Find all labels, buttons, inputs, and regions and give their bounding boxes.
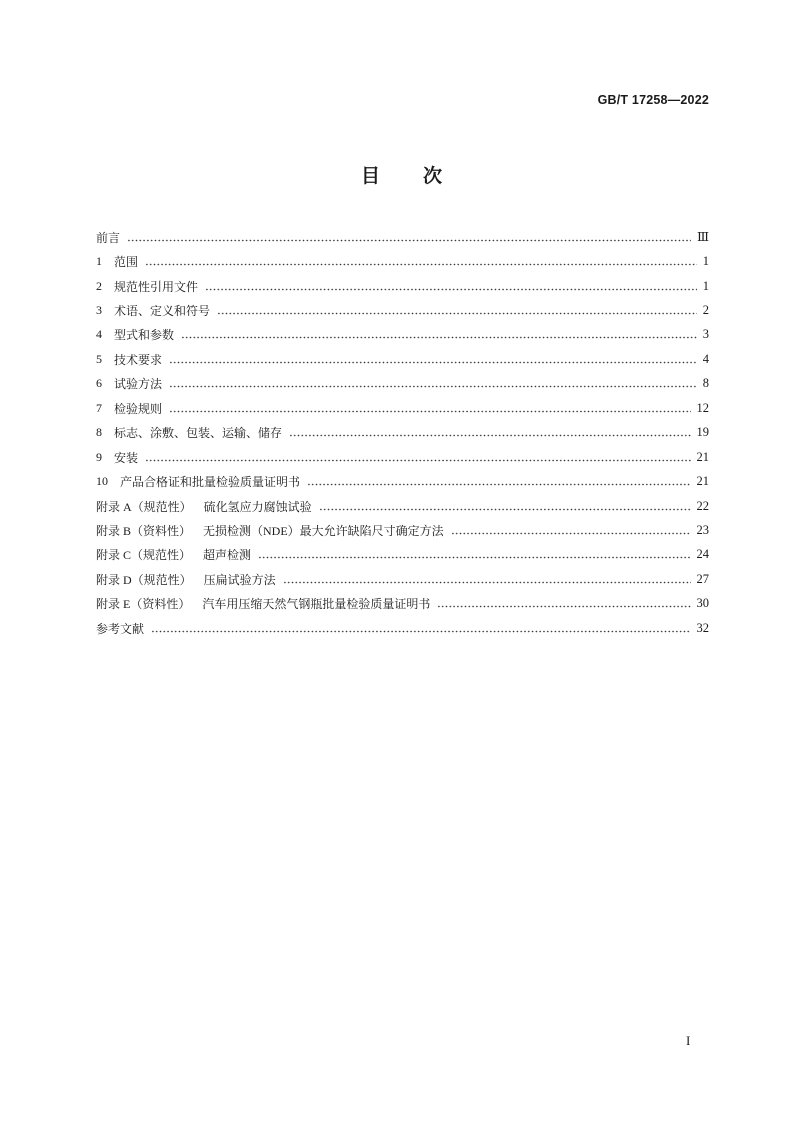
dot-leader: [169, 410, 690, 413]
toc-entry-number: 9: [96, 449, 102, 464]
toc-entry-title: 型式和参数: [114, 328, 175, 343]
toc-entry: [96, 347, 709, 371]
toc-entry: [96, 469, 709, 493]
toc-entry-number: 2: [96, 278, 102, 293]
page-number: I: [686, 1033, 691, 1048]
toc-entry: [96, 372, 709, 396]
toc-entry: [96, 543, 709, 567]
dot-leader: [169, 361, 697, 364]
toc-entry: [96, 567, 709, 591]
toc-entry: [96, 274, 709, 298]
toc-entry-title: 规范性引用文件: [114, 279, 199, 294]
toc-entry-number: 附录 A（规范性）: [96, 499, 192, 514]
toc-entry-title: 参考文献: [96, 621, 145, 636]
toc-entry-page: 4: [702, 351, 709, 366]
dot-leader: [319, 508, 691, 511]
dot-leader: [205, 288, 697, 291]
toc-entry: [96, 592, 709, 616]
toc-entry: [96, 298, 709, 322]
dot-leader: [181, 336, 697, 339]
toc-entry-page: 30: [696, 596, 709, 611]
toc-entry-number: 4: [96, 327, 102, 342]
toc-entry: [96, 421, 709, 445]
toc-entry: [96, 225, 709, 249]
toc-entry-title: 产品合格证和批量检验质量证明书: [120, 475, 301, 490]
toc-entry: [96, 396, 709, 420]
toc-entry-number: 附录 C（规范性）: [96, 548, 192, 563]
toc-entry-page: 21: [696, 474, 709, 489]
dot-leader: [169, 385, 697, 388]
standard-code: GB/T 17258—2022: [597, 93, 709, 107]
toc-entry-title: 术语、定义和符号: [114, 304, 211, 319]
dot-leader: [151, 630, 690, 633]
toc-entry: [96, 445, 709, 469]
toc-entry-title: 超声检测: [203, 548, 252, 563]
dot-leader: [307, 483, 690, 486]
toc-entry-title: 汽车用压缩天然气钢瓶批量检验质量证明书: [202, 597, 431, 612]
toc-entry-title: 硫化氢应力腐蚀试验: [203, 499, 312, 514]
toc-entry-title: 范围: [114, 255, 139, 270]
dot-leader: [217, 312, 697, 315]
dot-leader: [127, 239, 691, 242]
toc-entry-title: 检验规则: [114, 401, 163, 416]
toc-entry-number: 6: [96, 376, 102, 391]
toc-entry-page: 21: [696, 449, 709, 464]
toc-entry-title: 标志、涂敷、包装、运输、储存: [114, 426, 283, 441]
toc-entry-title: 安装: [114, 450, 139, 465]
toc-entry-page: 3: [702, 327, 709, 342]
toc-entry-number: 7: [96, 400, 102, 415]
toc-entry: [96, 616, 709, 640]
toc-entry-page: 8: [702, 376, 709, 391]
dot-leader: [258, 556, 690, 559]
dot-leader: [145, 459, 690, 462]
toc-entry-number: 附录 E（资料性）: [96, 597, 191, 612]
dot-leader: [145, 263, 697, 266]
toc-entry-page: 19: [696, 425, 709, 440]
toc-entry-number: 1: [96, 254, 102, 269]
toc-entry-page: Ⅲ: [696, 230, 709, 245]
toc-entry-page: 2: [702, 303, 709, 318]
page-title: 目次: [361, 166, 486, 187]
toc-entry-number: 附录 B（资料性）: [96, 523, 192, 538]
toc-entry: [96, 494, 709, 518]
toc-entry-title: 压扁试验方法: [203, 572, 276, 587]
toc-entry: [96, 518, 709, 542]
toc-entry-number: 附录 D（规范性）: [96, 572, 192, 587]
table-of-contents: [96, 225, 709, 640]
toc-entry-number: 3: [96, 303, 102, 318]
toc-entry: [96, 249, 709, 273]
toc-entry-page: 22: [696, 498, 709, 513]
toc-entry-title: 试验方法: [114, 377, 163, 392]
toc-entry-title: 无损检测（NDE）最大允许缺陷尺寸确定方法: [203, 523, 444, 538]
toc-entry-page: 27: [696, 571, 709, 586]
toc-entry-page: 24: [696, 547, 709, 562]
toc-entry-page: 12: [696, 400, 709, 415]
toc-entry-title: 前言: [96, 230, 121, 245]
toc-entry-page: 23: [696, 522, 709, 537]
toc-entry-number: 10: [96, 474, 108, 489]
toc-entry-title: 技术要求: [114, 352, 163, 367]
dot-leader: [283, 581, 691, 584]
toc-entry-number: 5: [96, 351, 102, 366]
toc-entry-page: 32: [696, 620, 709, 635]
dot-leader: [451, 532, 691, 535]
toc-entry-page: 1: [702, 254, 709, 269]
toc-entry: [96, 323, 709, 347]
dot-leader: [437, 605, 690, 608]
dot-leader: [289, 434, 690, 437]
toc-entry-page: 1: [702, 278, 709, 293]
toc-entry-number: 8: [96, 425, 102, 440]
